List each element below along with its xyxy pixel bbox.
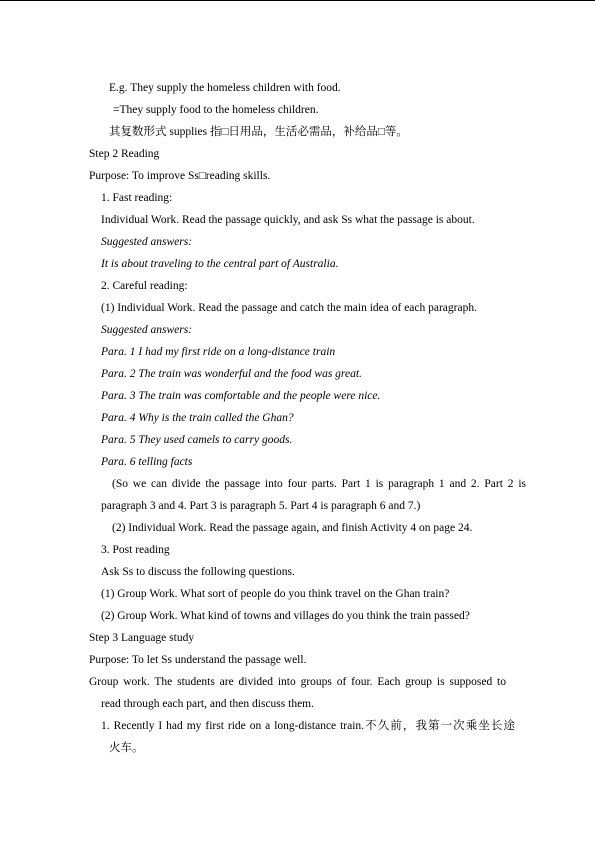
paragraph-summary: Para. 2 The train was wonderful and the food was great. (101, 368, 362, 380)
list-item: 2. Careful reading: (101, 280, 188, 292)
instruction-line: Ask Ss to discuss the following questions. (101, 566, 295, 578)
group-work-line: Group work. The students are divided into groups of four. Each group is supposed to (89, 676, 506, 688)
paragraph-summary: Para. 6 telling facts (101, 456, 193, 468)
suggested-answers-label: Suggested answers: (101, 236, 193, 248)
paragraph-summary: Para. 4 Why is the train called the Ghan? (101, 412, 294, 424)
answer-line: It is about traveling to the central part of Australia. (101, 258, 339, 270)
example-equivalent: =They supply food to the homeless children. (113, 104, 319, 116)
paragraph-summary: Para. 1 I had my first ride on a long-distance train (101, 346, 336, 358)
language-point: 1. Recently I had my first ride on a long-distance train.不久前，我第一次乘坐长途 (101, 720, 515, 732)
list-item: 1. Fast reading: (101, 192, 173, 204)
example-sentence: E.g. They supply the homeless children with food. (109, 82, 341, 94)
discussion-question: (2) Group Work. What kind of towns and villages do you think the train passed? (101, 610, 470, 622)
header-rule (0, 0, 595, 1)
plural-note: 其复数形式 supplies 指□日用品，生活必需品，补给品□等。 (109, 126, 408, 138)
group-work-continued: read through each part, and then discuss them. (101, 698, 315, 710)
suggested-answers-label: Suggested answers: (101, 324, 193, 336)
paragraph-summary: Para. 5 They used camels to carry goods. (101, 434, 293, 446)
step-heading: Step 2 Reading (89, 148, 160, 160)
step-heading: Step 3 Language study (89, 632, 195, 644)
language-point-translation: 火车。 (109, 742, 144, 754)
division-note: (So we can divide the passage into four parts. Part 1 is paragraph 1 and 2. Part 2 is (112, 478, 526, 490)
instruction-line: Individual Work. Read the passage quickly, and ask Ss what the passage is about. (101, 214, 475, 226)
paragraph-summary: Para. 3 The train was comfortable and the people were nice. (101, 390, 381, 402)
purpose-line: Purpose: To improve Ss□reading skills. (89, 170, 271, 182)
purpose-line: Purpose: To let Ss understand the passage well. (89, 654, 307, 666)
list-item: 3. Post reading (101, 544, 170, 556)
discussion-question: (1) Group Work. What sort of people do you think travel on the Ghan train? (101, 588, 450, 600)
instruction-line: (1) Individual Work. Read the passage and catch the main idea of each paragraph. (101, 302, 477, 314)
instruction-line: (2) Individual Work. Read the passage again, and finish Activity 4 on page 24. (112, 522, 473, 534)
division-note-continued: paragraph 3 and 4. Part 3 is paragraph 5. Part 4 is paragraph 6 and 7.) (101, 500, 421, 512)
document-body (0, 77, 595, 759)
